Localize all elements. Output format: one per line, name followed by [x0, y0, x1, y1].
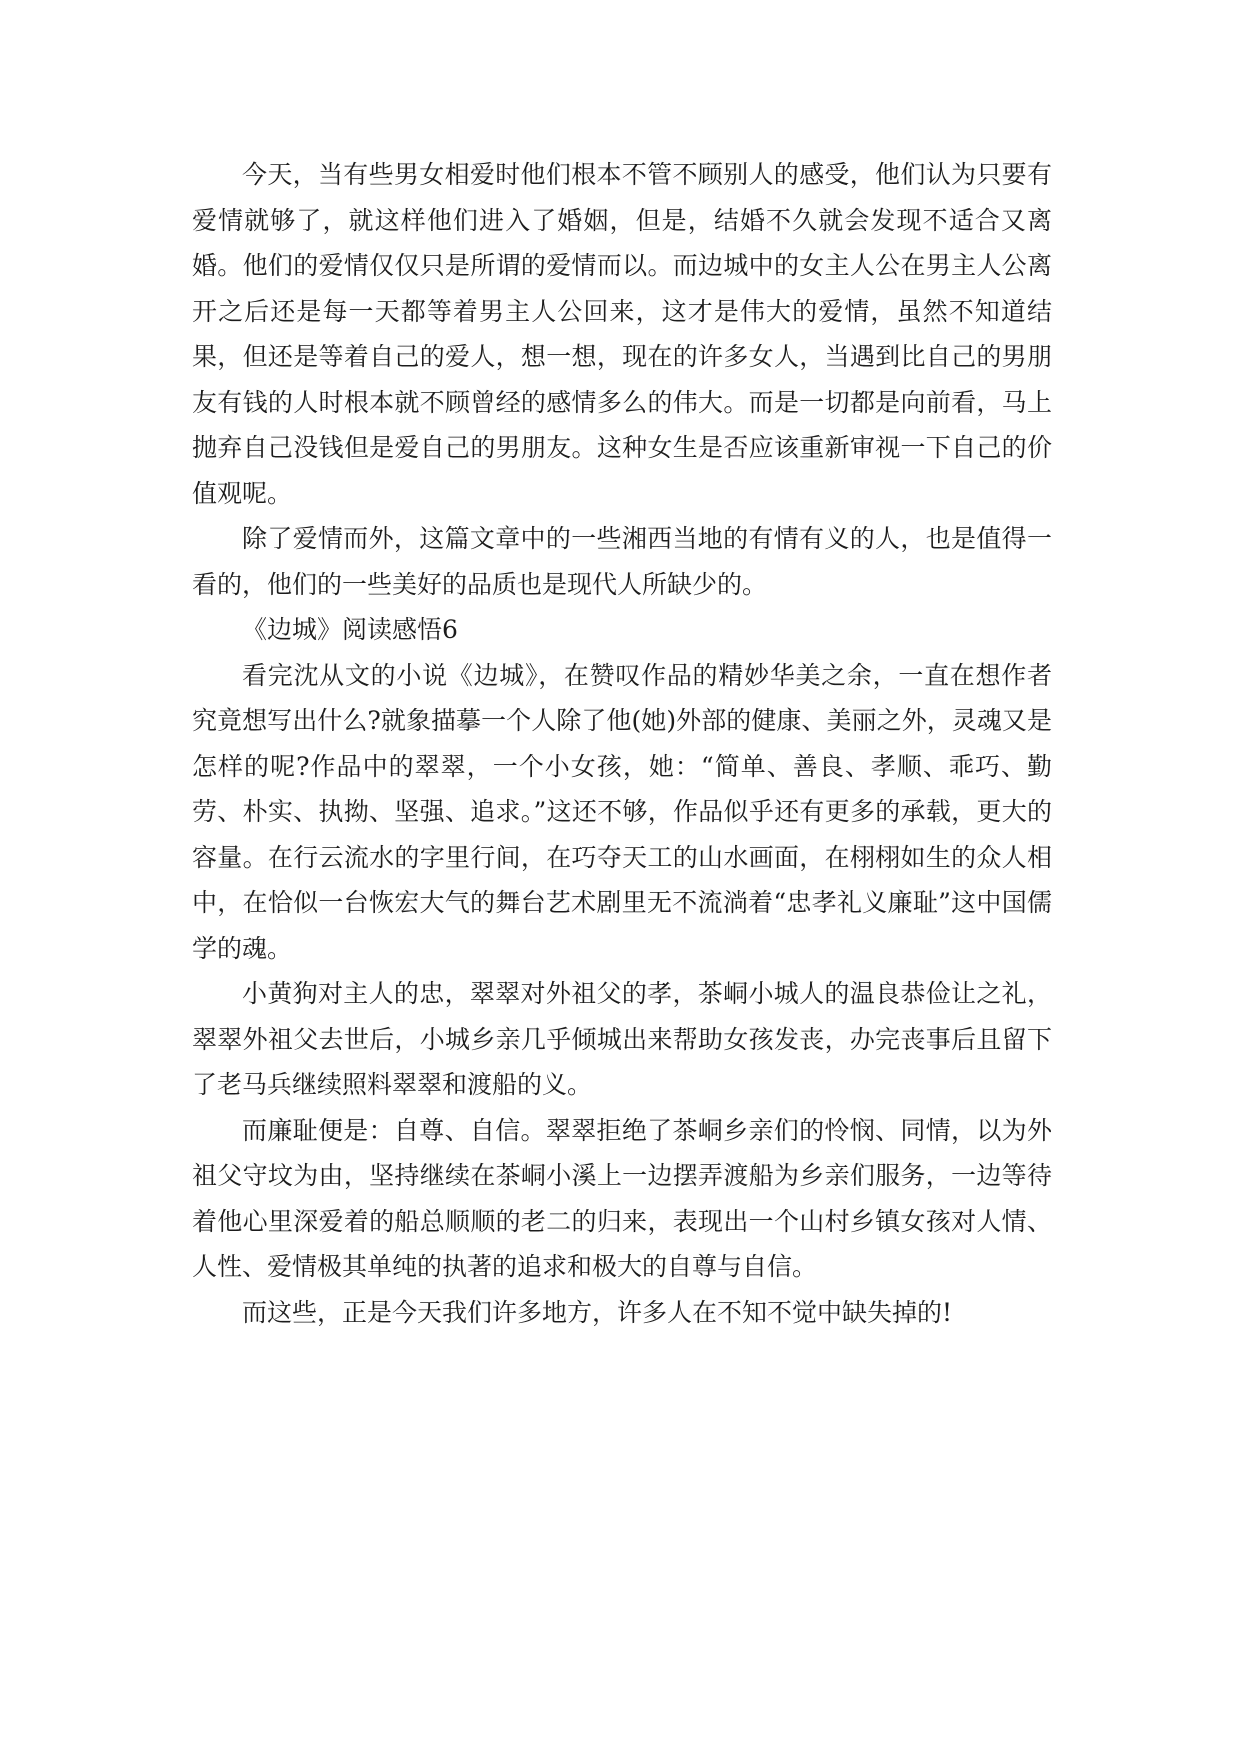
- section-title: 《边城》阅读感悟6: [242, 615, 458, 644]
- body-paragraph: 而这些，正是今天我们许多地方，许多人在不知不觉中缺失掉的!: [242, 1297, 953, 1327]
- body-paragraph: 而廉耻便是：自尊、自信。翠翠拒绝了茶峒乡亲们的怜悯、同情，以为外祖父守坟为由，坚持继续在茶峒小溪上一边摆弄渡船为乡亲们服务，一边等待着他心里深爱着的船总顺顺的老二的归来，表现出一个山村乡镇女孩对人情、人性、爱情极其单纯的执著的追求和极大的自尊与自信。: [192, 1115, 1052, 1281]
- document-body: [192, 152, 1052, 1335]
- body-paragraph: 今天，当有些男女相爱时他们根本不管不顾别人的感受，他们认为只要有爱情就够了，就这样他们进入了婚姻，但是，结婚不久就会发现不适合又离婚。他们的爱情仅仅只是所谓的爱情而以。而边城中的女主人公在男主人公离开之后还是每一天都等着男主人公回来，这才是伟大的爱情，虽然不知道结果，但还是等着自己的爱人，想一想，现在的许多女人，当遇到比自己的男朋友有钱的人时根本就不顾曾经的感情多么的伟大。而是一切都是向前看，马上抛弃自己没钱但是爱自己的男朋友。这种女生是否应该重新审视一下自己的价值观呢。: [192, 160, 1052, 508]
- body-paragraph: 除了爱情而外，这篇文章中的一些湘西当地的有情有义的人，也是值得一看的，他们的一些美好的品质也是现代人所缺少的。: [192, 524, 1052, 599]
- body-paragraph: 看完沈从文的小说《边城》，在赞叹作品的精妙华美之余，一直在想作者究竟想写出什么?就象描摹一个人除了他(她)外部的健康、美丽之外，灵魂又是怎样的呢?作品中的翠翠，一个小女孩，她：“简单、善良、孝顺、乖巧、勤劳、朴实、执拗、坚强、追求。”这还不够，作品似乎还有更多的承载，更大的容量。在行云流水的字里行间，在巧夺天工的山水画面，在栩栩如生的众人相中，在恰似一台恢宏大气的舞台艺术剧里无不流淌着“忠孝礼义廉耻”这中国儒学的魂。: [192, 660, 1052, 963]
- body-paragraph: 小黄狗对主人的忠，翠翠对外祖父的孝，茶峒小城人的温良恭俭让之礼，翠翠外祖父去世后，小城乡亲几乎倾城出来帮助女孩发丧，办完丧事后且留下了老马兵继续照料翠翠和渡船的义。: [192, 979, 1052, 1099]
